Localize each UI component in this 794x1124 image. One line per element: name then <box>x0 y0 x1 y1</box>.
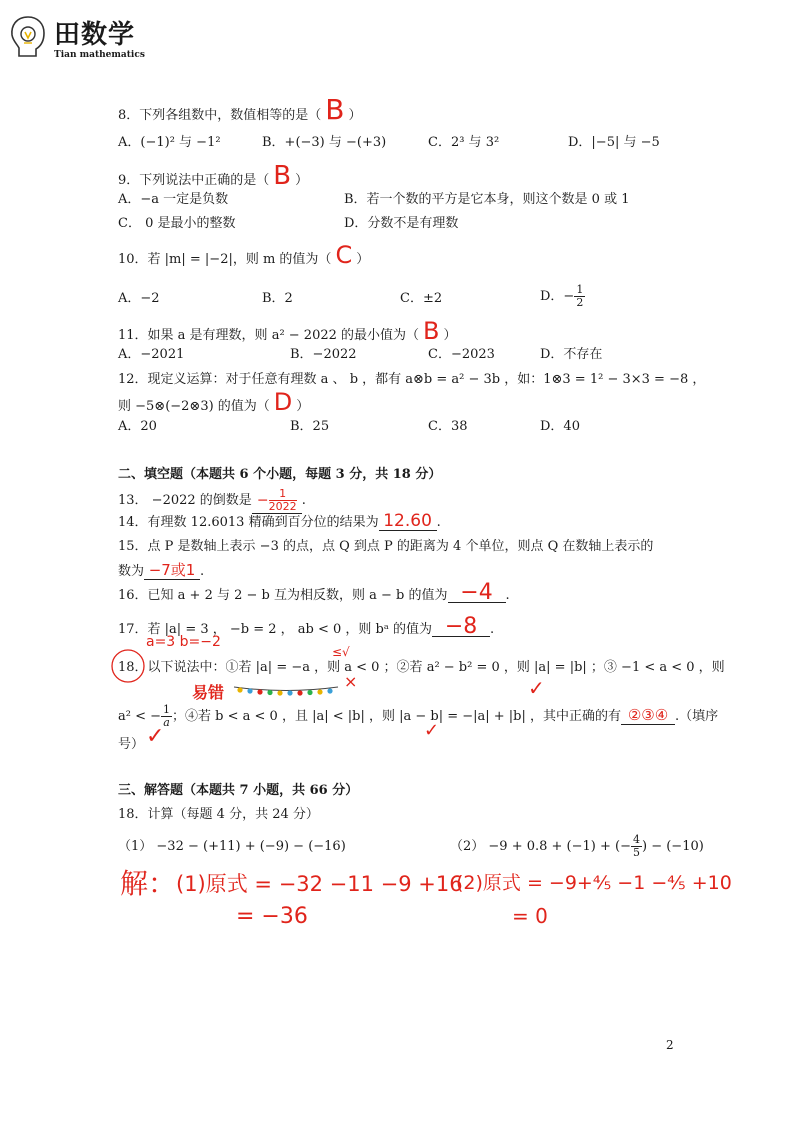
q18-answer: ②③④ <box>627 706 669 724</box>
fraction-denominator: 5 <box>633 846 640 859</box>
question-11 <box>118 317 457 345</box>
decorative-lights-icon <box>232 684 340 698</box>
section-3-title: 三、解答题（本题共 7 小题，共 66 分） <box>118 783 359 798</box>
calc-problem-1: （1） −32 − (+11) + (−9) − (−16) <box>118 839 346 854</box>
q11-close: ） <box>443 328 457 343</box>
q12-line2: 则 −5⊗(−2⊗3) 的值为（ <box>118 399 270 414</box>
q18-check-3: ✓ <box>146 724 165 749</box>
q8-option-b: B．+(−3) 与 −(+3) <box>262 135 387 150</box>
q11-stem: 11．如果 a 是有理数，则 a² − 2022 的最小值为（ <box>118 328 420 343</box>
q13-answer-sign: − <box>256 492 269 509</box>
q12-answer: D <box>273 388 293 416</box>
q12-option-d: D．40 <box>540 419 580 434</box>
q10-option-a: A．−2 <box>118 291 160 306</box>
question-8 <box>118 93 362 126</box>
q12-option-a: A．20 <box>118 419 157 434</box>
q8-option-d: D．|−5| 与 −5 <box>568 135 660 150</box>
q10-option-d-fraction <box>574 284 585 309</box>
question-12-line-1: 12．现定义运算：对于任意有理数 a 、 b ，都有 a⊗b = a² − 3b ，如：1⊗3 = 1² − 3×3 = −8 ， <box>118 372 706 387</box>
q10-answer: C <box>335 241 353 269</box>
q11-option-d: D．不存在 <box>540 347 603 362</box>
calc-problem-2b: ) − (−10) <box>642 839 704 854</box>
question-18-line-1: 18．以下说法中：①若 |a| = −a ，则 a < 0 ；②若 a² − b² = 0 ，则 |a| = |b| ；③ −1 < a < 0 ，则 <box>118 660 725 675</box>
fraction-denominator: a <box>163 716 170 729</box>
q17-stem: 17．若 |a| = 3 ， −b = 2 ， ab < 0 ，则 bᵃ 的值为 <box>118 622 433 637</box>
q11-answer: B <box>423 317 440 345</box>
q17-end: . <box>490 622 495 637</box>
question-18-line-2 <box>118 704 718 729</box>
fraction-numerator: 1 <box>163 703 171 716</box>
q9-close: ） <box>295 173 309 188</box>
fraction-numerator: 1 <box>576 283 584 296</box>
q18-note-le: ≤√ <box>332 645 350 659</box>
question-15-line-1: 15．点 P 是数轴上表示 −3 的点，点 Q 到点 P 的距离为 4 个单位，则点 Q 在数轴上表示的 <box>118 539 654 554</box>
question-10 <box>118 241 370 269</box>
solution-2: (2)原式 = −9+⅘ −1 −⅘ +10 <box>456 872 732 894</box>
q10-stem: 10．若 |m| = |−2|，则 m 的值为（ <box>118 252 332 267</box>
question-9 <box>118 161 309 191</box>
calc-problem-2 <box>450 832 704 862</box>
section-2-title: 二、填空题（本题共 6 个小题，每题 3 分，共 18 分） <box>118 467 442 482</box>
q13-stem: 13． −2022 的倒数是 <box>118 493 252 508</box>
fraction-numerator: 1 <box>269 488 297 501</box>
q8-answer: B <box>325 93 345 126</box>
q14-stem: 14．有理数 12.6013 精确到百分位的结果为 <box>118 515 379 530</box>
fraction-denominator: 2022 <box>268 500 297 513</box>
fraction-numerator: 4 <box>633 833 640 846</box>
q9-stem: 9．下列说法中正确的是（ <box>118 173 270 188</box>
question-12-line-2 <box>118 388 310 416</box>
q8-stem: 8．下列各组数中，数值相等的是（ <box>118 108 322 123</box>
q18-line2b: ；④若 b < a < 0 ，且 |a| < |b| ，则 |a − b| = −|a| + |b| ，其中正确的有 <box>172 709 622 724</box>
q8-option-a: A．(−1)² 与 −1² <box>118 135 221 150</box>
q9-option-c: C． 0 是最小的整数 <box>118 216 236 231</box>
q10-close: ） <box>356 252 370 267</box>
q18-note-easy: 易错 <box>192 683 225 702</box>
q13-answer-blank <box>252 488 302 514</box>
q10-option-d <box>540 284 585 309</box>
q15-answer: −7或1 <box>148 561 196 579</box>
page-number: 2 <box>666 1038 674 1052</box>
solution-1-result: = −36 <box>236 904 308 929</box>
q11-option-b: B．−2022 <box>290 347 357 362</box>
q10-option-c: C．±2 <box>400 291 443 306</box>
q18-answer-blank <box>621 706 675 725</box>
section-3-subtitle: 18．计算（每题 4 分，共 24 分） <box>118 807 319 822</box>
question-18-line-3: 号） <box>118 737 145 752</box>
q17-answer-blank <box>432 614 490 639</box>
lightbulb-head-icon <box>8 14 48 60</box>
q16-stem: 16．已知 a + 2 与 2 − b 互为相反数，则 a − b 的值为 <box>118 588 448 603</box>
q18-check-2: ✓ <box>528 676 545 700</box>
solution-label: 解： <box>120 867 177 900</box>
question-16 <box>118 580 510 605</box>
q16-answer: −4 <box>460 580 493 605</box>
q9-option-b: B．若一个数的平方是它本身，则这个数是 0 或 1 <box>344 192 630 207</box>
q10-option-d-label: D．− <box>540 289 575 304</box>
fraction-denominator: 2 <box>576 296 584 309</box>
q18-check-4: ✓ <box>424 720 440 741</box>
q18-line2a: a² < − <box>118 709 162 724</box>
q12-option-c: C．38 <box>428 419 468 434</box>
q8-close: ） <box>348 108 362 123</box>
q8-option-c: C．2³ 与 3² <box>428 135 500 150</box>
q16-answer-blank <box>448 580 506 605</box>
q18-note-x: × <box>344 672 358 691</box>
q11-option-a: A．−2021 <box>118 347 185 362</box>
q15-line2: 数为 <box>118 564 145 579</box>
q10-option-b: B．2 <box>262 291 293 306</box>
q15-answer-blank <box>144 561 200 580</box>
question-14 <box>118 512 441 532</box>
q16-end: . <box>505 588 510 603</box>
question-15-line-2 <box>118 561 204 581</box>
q9-option-d: D．分数不是有理数 <box>344 216 459 231</box>
q14-answer: 12.60 <box>383 511 432 531</box>
question-13 <box>118 488 306 514</box>
calc-problem-2-fraction <box>631 834 642 859</box>
q18-line2c: .（填序 <box>675 709 719 724</box>
q13-end: . <box>301 493 306 508</box>
solution-1: (1)原式 = −32 −11 −9 +16 <box>176 872 463 896</box>
solution-2-result: = 0 <box>512 904 548 928</box>
calc-problem-2a: （2） −9 + 0.8 + (−1) + (− <box>450 839 631 854</box>
logo-subtitle: Tian mathematics <box>54 50 145 60</box>
q12-close: ） <box>296 399 310 414</box>
logo-title: 田数学 <box>54 20 136 50</box>
q14-answer-blank <box>379 512 437 531</box>
q15-end: . <box>200 564 205 579</box>
q9-answer: B <box>273 161 292 191</box>
q14-end: . <box>436 515 441 530</box>
q13-answer-fraction <box>269 488 297 513</box>
q11-option-c: C．−2023 <box>428 347 495 362</box>
q17-note: a=3 b=−2 <box>146 634 221 650</box>
q9-option-a: A．−a 一定是负数 <box>118 192 229 207</box>
q17-answer: −8 <box>444 614 478 639</box>
q12-option-b: B．25 <box>290 419 330 434</box>
